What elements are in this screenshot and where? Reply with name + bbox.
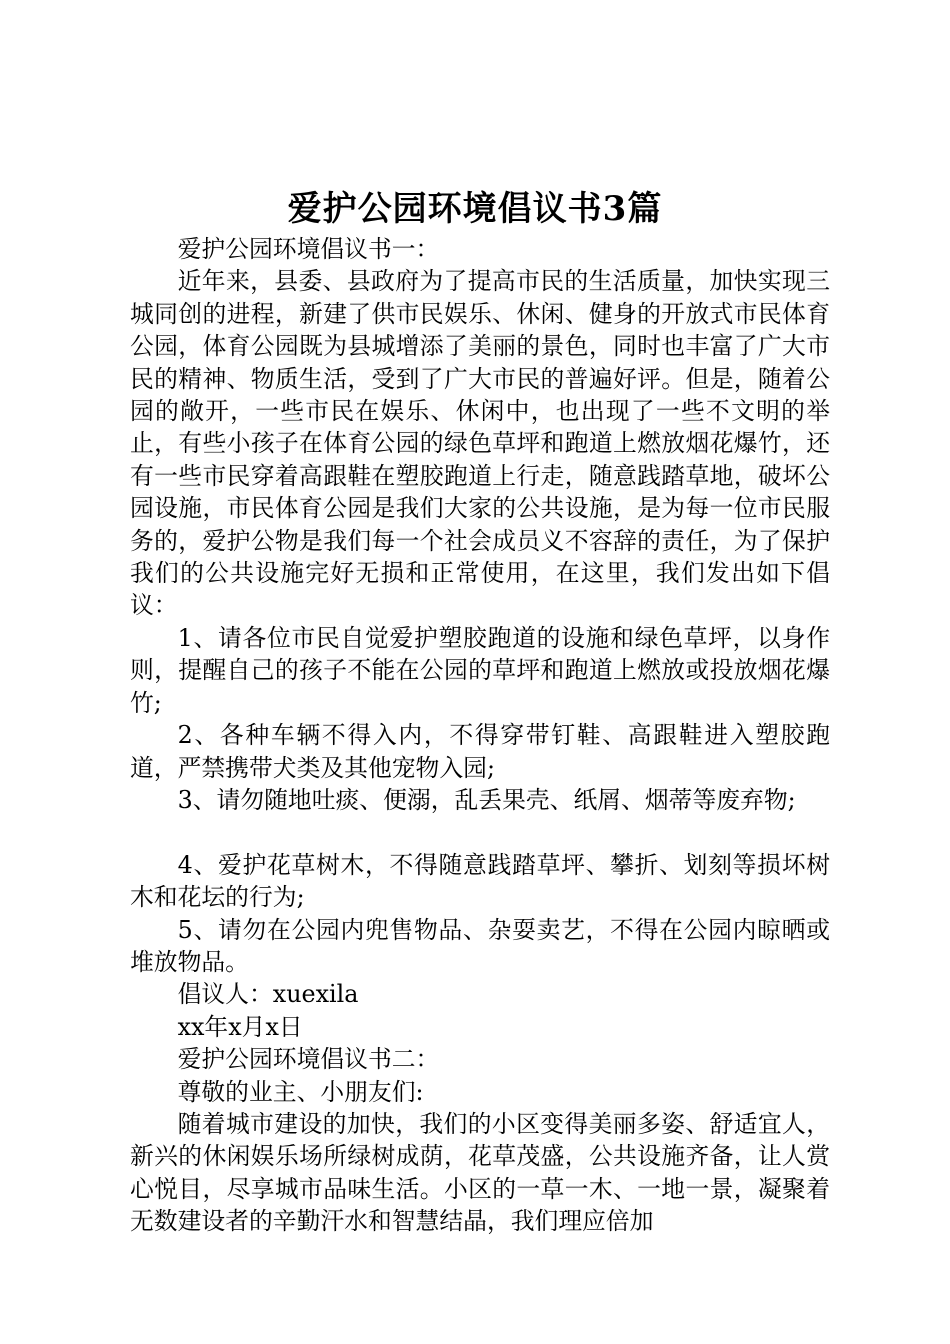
date-line: xx年x月x日 xyxy=(177,1012,303,1041)
section-heading-one: 爱护公园环境倡议书一： xyxy=(177,235,440,263)
section-two-paragraph: 随着城市建设的加快，我们的小区变得美丽多姿、舒适宜人，新兴的休闲娱乐场所绿树成荫，花草茂盛，公共设施齐备，让人赏心悦目，尽享城市品味生活。小区的一草一木、一地一景，凝聚着无数建设者的辛勤汗水和智慧结晶，我们理应倍加 xyxy=(130,1109,830,1236)
intro-paragraph: 近年来，县委、县政府为了提高市民的生活质量，加快实现三城同创的进程，新建了供市民娱乐、休闲、健身的开放式市民体育公园，体育公园既为县城增添了美丽的景色，同时也丰富了广大市民的精神、物质生活，受到了广大市民的普遍好评。但是，随着公园的敞开，一些市民在娱乐、休闲中，也出现了一些不文明的举止，有些小孩子在体育公园的绿色草坪和跑道上燃放烟花爆竹，还有一些市民穿着高跟鞋在塑胶跑道上行走，随意践踏草地，破坏公园设施，市民体育公园是我们大家的公共设施，是为每一位市民服务的，爱护公物是我们每一个社会成员义不容辞的责任，为了保护我们的公共设施完好无损和正常使用，在这里，我们发出如下倡议： xyxy=(130,267,830,620)
proposal-item-2: 2、各种车辆不得入内，不得穿带钉鞋、高跟鞋进入塑胶跑道，严禁携带犬类及其他宠物入园; xyxy=(130,721,830,782)
proposal-item-4: 4、爱护花草树木，不得随意践踏草坪、攀折、划刻等损坏树木和花坛的行为; xyxy=(130,850,830,912)
salutation: 尊敬的业主、小朋友们: xyxy=(177,1077,424,1106)
proposal-item-3: 3、请勿随地吐痰、便溺，乱丢果壳、纸屑、烟蒂等废弃物; xyxy=(177,785,796,814)
signature-line: 倡议人：xuexila xyxy=(177,980,359,1009)
document-title: 爱护公园环境倡议书3篇 xyxy=(287,189,663,229)
document-body xyxy=(130,233,830,1238)
proposal-item-1: 1、请各位市民自觉爱护塑胶跑道的设施和绿色草坪，以身作则，提醒自己的孩子不能在公园的草坪和跑道上燃放或投放烟花爆竹; xyxy=(130,623,830,717)
section-heading-two: 爱护公园环境倡议书二： xyxy=(177,1045,440,1074)
blank-line xyxy=(130,816,830,848)
proposal-item-5: 5、请勿在公园内兜售物品、杂耍卖艺，不得在公园内晾晒或堆放物品。 xyxy=(130,915,830,976)
